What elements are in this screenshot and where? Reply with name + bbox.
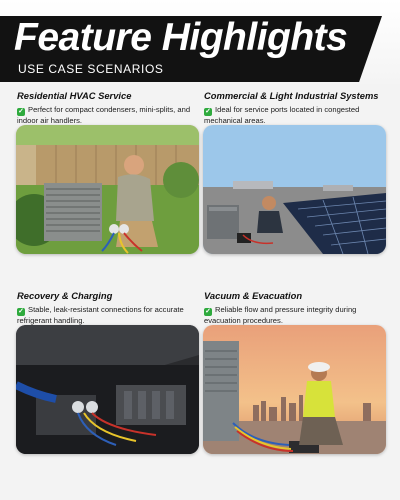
card-title: Commercial & Light Industrial Systems	[204, 90, 379, 101]
card-description	[204, 305, 388, 326]
card-title: Vacuum & Evacuation	[204, 290, 303, 301]
card-residential-hvac	[17, 90, 201, 126]
card-title: Residential HVAC Service	[17, 90, 132, 101]
card-description-text: Stable, leak-resistant connections for accurate refrigerant handling.	[17, 305, 184, 325]
card-title: Recovery & Charging	[17, 290, 113, 301]
page-subtitle: USE CASE SCENARIOS	[18, 62, 164, 76]
page-title: Feature Highlights	[14, 16, 348, 59]
check-icon: ✓	[18, 108, 24, 115]
card-recovery-charging	[17, 290, 201, 326]
card-description-text: Ideal for service ports located in congested mechanical areas.	[204, 105, 360, 125]
card-description	[17, 105, 201, 126]
photo-vacuum-evacuation	[203, 325, 386, 454]
photo-recovery-charging	[16, 325, 199, 454]
header	[0, 0, 400, 84]
card-description	[204, 105, 388, 126]
card-description	[17, 305, 201, 326]
check-icon: ✓	[18, 308, 24, 315]
card-vacuum-evacuation	[204, 290, 388, 326]
card-description-text: Perfect for compact condensers, mini-splits, and indoor air handlers.	[17, 105, 191, 125]
check-icon: ✓	[205, 308, 211, 315]
photo-commercial-industrial	[203, 125, 386, 254]
card-commercial-industrial	[204, 90, 388, 126]
photo-residential-hvac	[16, 125, 199, 254]
check-icon: ✓	[205, 108, 211, 115]
card-description-text: Reliable flow and pressure integrity during evacuation procedures.	[204, 305, 357, 325]
